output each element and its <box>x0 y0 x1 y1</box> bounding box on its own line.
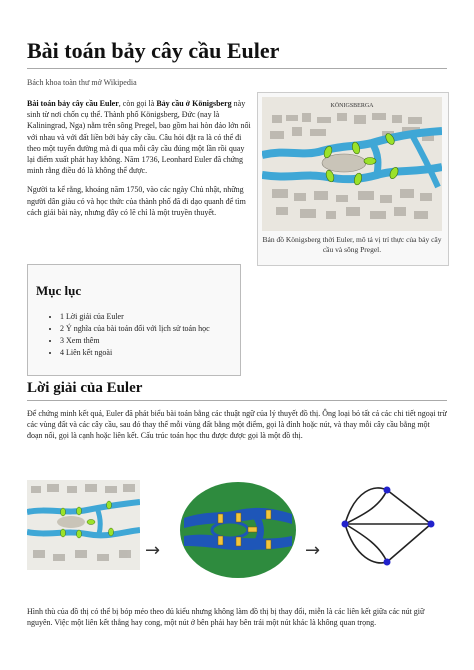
schematic-figure <box>178 480 298 580</box>
intro-text-1: , còn gọi là <box>118 99 157 108</box>
map-heading: KÖNIGSBERGA <box>330 103 374 109</box>
graph-node <box>384 559 391 566</box>
graph-figure <box>335 480 445 576</box>
toc-item-3[interactable]: • 3 Xem thêm <box>60 335 210 347</box>
arrow-right-icon: → <box>145 540 161 561</box>
intro-section <box>27 98 251 226</box>
table-of-contents <box>27 264 241 376</box>
euler-graph <box>335 480 445 576</box>
title-divider <box>27 68 447 69</box>
bridges-map-thumbnail <box>27 480 140 570</box>
graph-node <box>428 521 435 528</box>
konigsberg-map-image[interactable] <box>262 97 442 231</box>
intro-bold-title: Bài toán bảy cây cầu Euler <box>27 99 119 108</box>
toc-item-4[interactable]: • 4 Liên kết ngoài <box>60 347 210 359</box>
graph-node <box>384 487 391 494</box>
schematic-land-water <box>178 480 298 580</box>
section-divider <box>27 400 447 401</box>
konigsberg-map <box>262 97 442 231</box>
page-title: Bài toán bảy cây cầu Euler <box>27 38 280 63</box>
infobox <box>257 92 449 266</box>
toc-title: Mục lục <box>36 283 82 298</box>
section-heading-euler-solution: Lời giải của Euler <box>27 380 143 396</box>
intro-paragraph-1 <box>27 98 251 176</box>
intro-bold-alias: Bảy cầu ở Königsberg <box>156 99 232 108</box>
arrow-right-icon: → <box>305 540 321 561</box>
page-subtitle: Bách khoa toàn thư mở Wikipedia <box>27 78 137 87</box>
bridges-map-figure <box>27 480 140 570</box>
intro-paragraph-2: Người ta kể rằng, khoảng năm 1750, vào các ngày Chủ nhật, những người dân giàu có và học thức của thành phố đã đi dạo quanh để tìm cách giải bài này, nhưng đây có lẽ chỉ là một truyền thuyết. <box>27 185 246 217</box>
section-paragraph: Để chứng minh kết quả, Euler đã phát biểu bài toán bằng các thuật ngữ của lý thuyết đồ thị. Ông loại bỏ tất cả các chi tiết ngoại trừ các vùng đất và các cây cầu, sau đó thay thế mỗi vùng đất bằng một điểm, gọi là đỉnh hoặc nút, và thay mỗi cây cầu bằng một đoạn nối, gọi là cạnh hoặc liên kết. Cấu trúc toán học thu được được gọi là một đồ thị. <box>27 409 447 441</box>
toc-list <box>50 311 210 359</box>
toc-item-1[interactable]: • 1 Lời giải của Euler <box>60 311 210 323</box>
toc-item-2[interactable]: • 2 Ý nghĩa của bài toán đối với lịch sử toán học <box>60 323 210 335</box>
section-paragraph-after: Hình thù của đồ thị có thể bị bóp méo theo đủ kiểu nhưng không làm đồ thị bị thay đổi, miễn là các liên kết giữa các nút giữ nguyên. Việc một liên kết thẳng hay cong, một nút ở bên phải hay bên trái một nút khác là không quan trọng. <box>27 607 425 628</box>
graph-node <box>342 521 349 528</box>
intro-text-2: này sinh từ nơi chốn cụ thể. Thành phố Königsberg, Đức (nay là Kaliningrad, Nga) nằm trên sông Pregel, bao gồm hai hòn đảo lớn nối với nhau và với đất liền bởi bảy cây cầu. Câu hỏi đặt ra là có thể đi theo một tuyến đường mà đi qua mỗi cây cầu đúng một lần rồi quay lại điểm xuất phát hay không. Năm 1736, Leonhard Euler đã chứng minh rằng điều đó là không thể được. <box>27 99 251 176</box>
infobox-caption: Bản đồ Königsberg thời Euler, mô tả vị trí thực của bảy cây cầu và sông Pregel. <box>262 235 442 254</box>
